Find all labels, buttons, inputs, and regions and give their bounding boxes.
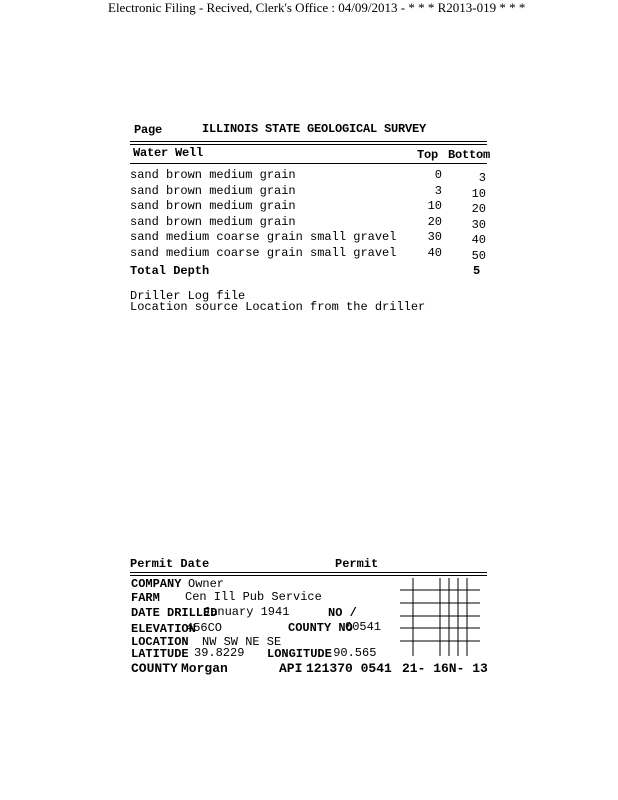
top-rule-2: [130, 144, 487, 145]
latitude-value: 39.8229: [194, 646, 245, 660]
col-bottom: Bottom: [448, 148, 491, 162]
strata-top: 3: [434, 184, 442, 198]
strata-top: 40: [427, 246, 442, 260]
driller-log-note: Driller Log file: [130, 289, 246, 303]
elevation-label: ELEVATION: [131, 622, 196, 636]
strata-description: sand brown medium grain: [130, 199, 296, 213]
strata-bottom: 10: [471, 187, 486, 201]
total-depth-value: 5: [473, 264, 481, 278]
permit-rule-1: [130, 572, 487, 573]
permit-rule-2: [130, 575, 487, 576]
county-label: COUNTY: [131, 661, 178, 676]
strata-description: sand brown medium grain: [130, 184, 296, 198]
total-depth-label: Total Depth: [130, 264, 210, 278]
col-top: Top: [417, 148, 439, 162]
company-value: Owner: [188, 577, 225, 591]
section-grid: [400, 578, 480, 658]
col-water-well: Water Well: [133, 146, 204, 160]
col-rule: [130, 163, 487, 164]
strata-bottom: 20: [471, 202, 486, 216]
strata-description: sand brown medium grain: [130, 215, 296, 229]
no-label: NO /: [328, 606, 357, 620]
location-value: NW SW NE SE: [202, 635, 282, 649]
top-rule-1: [130, 141, 487, 142]
survey-title: ILLINOIS STATE GEOLOGICAL SURVEY: [202, 122, 427, 136]
longitude-label: LONGITUDE: [267, 647, 332, 661]
strata-top: 0: [434, 168, 442, 182]
permit-date-label: Permit Date: [130, 557, 210, 571]
strata-top: 30: [427, 230, 442, 244]
location-source-note: Location source Location from the driller: [130, 300, 426, 314]
strata-description: sand brown medium grain: [130, 168, 296, 182]
date-drilled-value: January 1941: [203, 605, 290, 619]
filing-header: Electronic Filing - Recived, Clerk's Office : 04/09/2013 - * * * R2013-019 * * *: [108, 0, 526, 15]
county-no-label: COUNTY NO: [288, 621, 353, 635]
strata-top: 20: [427, 215, 442, 229]
farm-label: FARM: [131, 591, 160, 605]
strata-bottom: 40: [471, 233, 486, 247]
strata-bottom: 3: [478, 171, 486, 185]
section-township-range: 21- 16N- 13: [402, 661, 488, 676]
permit-label: Permit: [335, 557, 379, 571]
county-value: Morgan: [181, 661, 228, 676]
location-label: LOCATION: [131, 635, 189, 649]
longitude-value: -90.565: [326, 646, 377, 660]
date-drilled-label: DATE DRILLED: [131, 606, 218, 620]
latitude-label: LATITUDE: [131, 647, 189, 661]
farm-value: Cen Ill Pub Service: [185, 590, 322, 604]
api-label: API: [279, 661, 303, 676]
strata-description: sand medium coarse grain small gravel: [130, 246, 397, 260]
page-label: Page: [134, 123, 163, 137]
elevation-value: 456CO: [186, 621, 223, 635]
company-label: COMPANY: [131, 577, 182, 591]
strata-description: sand medium coarse grain small gravel: [130, 230, 397, 244]
county-no-value: 00541: [345, 620, 382, 634]
api-value: 121370 0541: [306, 661, 392, 676]
strata-bottom: 30: [471, 218, 486, 232]
strata-top: 10: [427, 199, 442, 213]
strata-bottom: 50: [471, 249, 486, 263]
